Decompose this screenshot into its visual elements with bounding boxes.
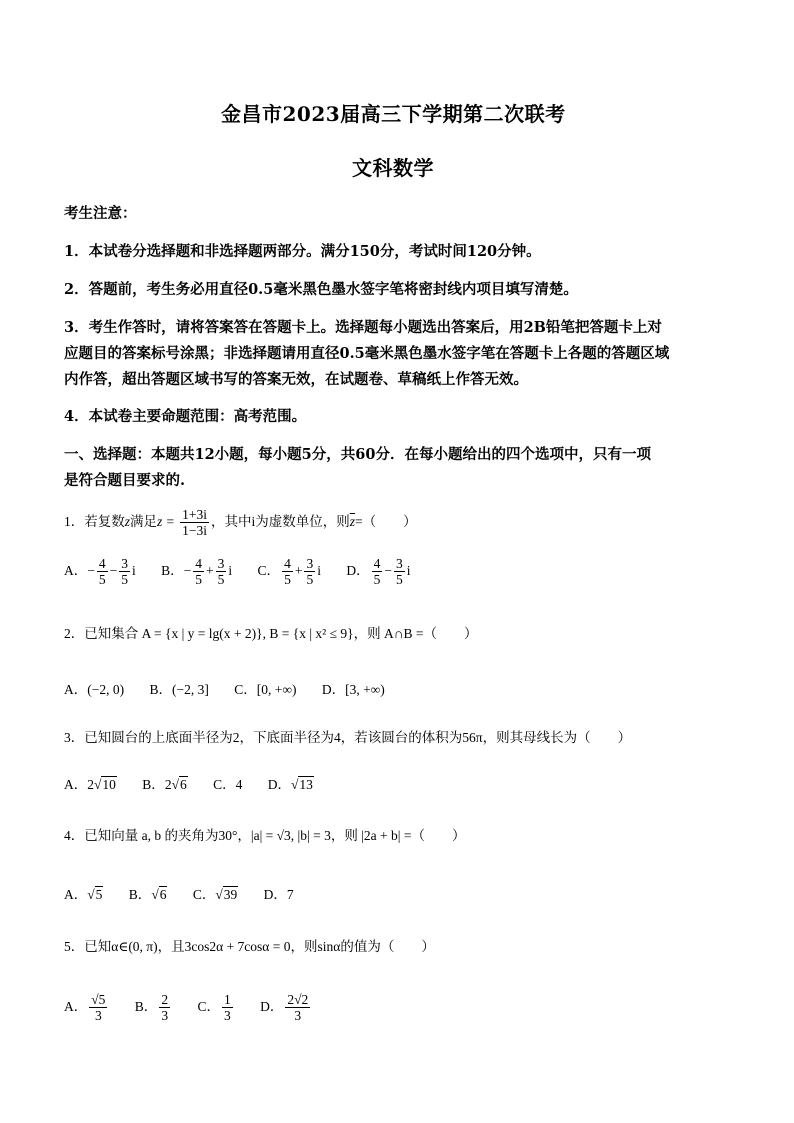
option-numerator: 1 <box>223 992 231 1007</box>
option-label: D． <box>263 887 287 902</box>
option-label: A． <box>64 562 88 578</box>
option-sign: − <box>183 562 192 578</box>
q1-option-d[interactable] <box>346 556 411 587</box>
option-label: B． <box>161 562 184 578</box>
option-radicand: 6 <box>159 887 167 902</box>
option-denominator: 5 <box>284 572 291 587</box>
q2-option-b[interactable]: B．(−2, 3] <box>149 682 209 697</box>
question-5: 5．已知α∈(0, π)，且3cos2α + 7cosα = 0，则sinα的值为（ ） <box>64 939 435 954</box>
option-operator: + <box>206 562 214 578</box>
q2-options <box>64 678 407 698</box>
option-numerator: 3 <box>121 556 128 571</box>
option-label: C． <box>213 777 236 792</box>
option-coef: 2 <box>87 777 94 792</box>
q1-z: z <box>124 514 131 529</box>
option-label: B． <box>142 777 165 792</box>
q1-numerator: 1+3i <box>182 507 208 523</box>
option-label: A． <box>64 998 88 1014</box>
q1-option-a[interactable] <box>64 556 136 587</box>
q4-option-c[interactable]: C．√39 <box>192 887 238 902</box>
option-denominator: 5 <box>217 572 225 587</box>
option-denominator: 3 <box>294 1008 302 1023</box>
option-unit: i <box>406 562 411 578</box>
option-coef: 4 <box>235 777 243 792</box>
q3-option-a[interactable]: A．2√10 <box>64 777 116 792</box>
option-numerator: 3 <box>395 556 403 571</box>
q4-options <box>64 883 316 903</box>
option-numerator: 4 <box>195 556 203 571</box>
q1-mid: 满足 <box>130 514 158 529</box>
q4-option-b[interactable]: B．√6 <box>128 887 167 902</box>
option-label: A． <box>64 777 88 792</box>
option-fraction <box>372 556 383 587</box>
q1-zbar: $\overline{z}$ <box>349 514 356 529</box>
option-numerator: 3 <box>217 556 225 571</box>
q1-denominator: 1−3i <box>182 523 208 539</box>
q3-option-c[interactable] <box>213 777 242 792</box>
notice-item: 2．答题前，考生务必用直径0.5毫米黑色墨水签字笔将密封线内项目填写清楚。 <box>64 281 578 298</box>
option-fraction <box>216 556 227 587</box>
option-denominator: 5 <box>306 572 314 587</box>
q5-option-b[interactable] <box>134 992 172 1023</box>
option-operator: − <box>384 562 392 578</box>
q2-option-c[interactable]: C．[0, +∞) <box>234 682 297 697</box>
question-2: 2．已知集合 A = {x | y = lg(x + 2)}, B = {x | x² ≤ 9}，则 A∩B =（ ） <box>64 626 478 641</box>
option-operator: − <box>109 562 118 578</box>
question-4: 4．已知向量 a, b 的夹角为30°，|a| = √3, |b| = 3，则 |2a + b| =（ ） <box>64 828 466 843</box>
option-label: A． <box>64 887 88 902</box>
option-numerator: 4 <box>98 556 106 571</box>
q2-option-d[interactable]: D．[3, +∞) <box>321 682 385 697</box>
page-subtitle: 文科数学 <box>352 156 434 180</box>
q1-prefix: 1．若复数 <box>64 514 125 529</box>
option-unit: i <box>228 562 233 578</box>
option-radicand: 5 <box>95 887 103 902</box>
q4-option-a[interactable]: A．√5 <box>64 887 103 902</box>
q1-options <box>64 556 432 587</box>
option-denominator: 5 <box>121 572 128 587</box>
option-label: C． <box>192 887 216 902</box>
notice-item: 内作答，超出答题区域书写的答案无效，在试题卷、草稿纸上作答无效。 <box>64 371 528 388</box>
option-numerator: √5 <box>91 992 106 1007</box>
option-fraction <box>394 556 405 587</box>
option-denominator: 5 <box>195 572 203 587</box>
option-label: D． <box>267 777 291 792</box>
option-denominator: 3 <box>161 1008 169 1023</box>
option-radicand: 6 <box>179 777 187 792</box>
option-sign: − <box>87 562 95 578</box>
notice-item: 应题目的答案标号涂黑；非选择题请用直径0.5毫米黑色墨水签字笔在答题卡上各题的答题区域 <box>64 345 670 362</box>
q2-option-a[interactable]: A．(−2, 0) <box>64 682 125 697</box>
page-title: 金昌市2023届高三下学期第二次联考 <box>221 102 566 126</box>
q4-option-d[interactable] <box>264 887 294 902</box>
option-numerator: 2√2 <box>287 992 309 1007</box>
option-radicand: 10 <box>102 777 116 792</box>
option-denominator: 5 <box>98 572 106 587</box>
q1-option-b[interactable] <box>161 556 233 587</box>
option-fraction <box>282 556 293 587</box>
option-label: D． <box>260 998 284 1014</box>
option-unit: i <box>132 562 136 578</box>
q1-suffix: ，其中i为虚数单位，则 <box>211 514 350 529</box>
notice-item: 3．考生作答时，请将答案答在答题卡上。选择题每小题选出答案后，用2B铅笔把答题卡上对 <box>64 319 662 336</box>
option-operator: + <box>294 562 303 578</box>
q5-option-c[interactable] <box>197 992 234 1023</box>
option-denominator: 5 <box>395 572 403 587</box>
option-unit: i <box>317 562 321 578</box>
option-label: D． <box>346 562 370 578</box>
option-numerator: 4 <box>284 556 291 571</box>
option-fraction <box>119 556 130 587</box>
section-heading: 一、选择题：本题共12小题，每小题5分，共60分．在每小题给出的四个选项中，只有一项 <box>64 446 651 463</box>
option-label: B． <box>128 887 152 902</box>
option-fraction <box>159 992 170 1023</box>
option-label: C． <box>257 562 281 578</box>
q3-option-d[interactable]: D．√13 <box>267 777 313 792</box>
q1-fraction <box>180 507 209 538</box>
option-radicand: 13 <box>299 777 313 792</box>
option-label: C． <box>197 998 220 1014</box>
q5-options <box>64 992 334 1023</box>
option-numerator: 2 <box>161 992 169 1007</box>
option-denominator: 3 <box>223 1008 231 1023</box>
option-fraction <box>89 992 107 1023</box>
option-fraction <box>304 556 315 587</box>
question-1 <box>64 505 417 539</box>
option-denominator: 5 <box>373 572 381 587</box>
option-fraction <box>193 556 204 587</box>
option-denominator: 3 <box>94 1008 102 1023</box>
q5-option-a[interactable] <box>64 992 109 1023</box>
option-coef: 7 <box>286 887 294 902</box>
option-radicand: 39 <box>223 887 238 902</box>
option-coef: 2 <box>164 777 172 792</box>
question-3: 3．已知圆台的上底面半径为2，下底面半径为4，若该圆台的体积为56π，则其母线长为（ ） <box>64 730 632 745</box>
q3-options <box>64 773 336 793</box>
q1-end: =（ ） <box>355 514 417 529</box>
option-numerator: 4 <box>373 556 381 571</box>
notice-item: 1．本试卷分选择题和非选择题两部分。满分150分，考试时间120分钟。 <box>64 243 541 260</box>
section-heading-cont: 是符合题目要求的. <box>64 472 186 489</box>
q1-option-c[interactable] <box>257 556 321 587</box>
option-fraction <box>285 992 310 1023</box>
q3-option-b[interactable]: B．2√6 <box>142 777 187 792</box>
option-fraction <box>222 992 233 1023</box>
notice-heading: 考生注意： <box>64 205 137 222</box>
q5-option-d[interactable] <box>260 992 312 1023</box>
option-numerator: 3 <box>306 556 314 571</box>
notice-item: 4．本试卷主要命题范围：高考范围。 <box>64 408 307 425</box>
q1-eq: z = <box>157 514 175 529</box>
option-label: B． <box>134 998 158 1014</box>
option-fraction <box>97 556 108 587</box>
